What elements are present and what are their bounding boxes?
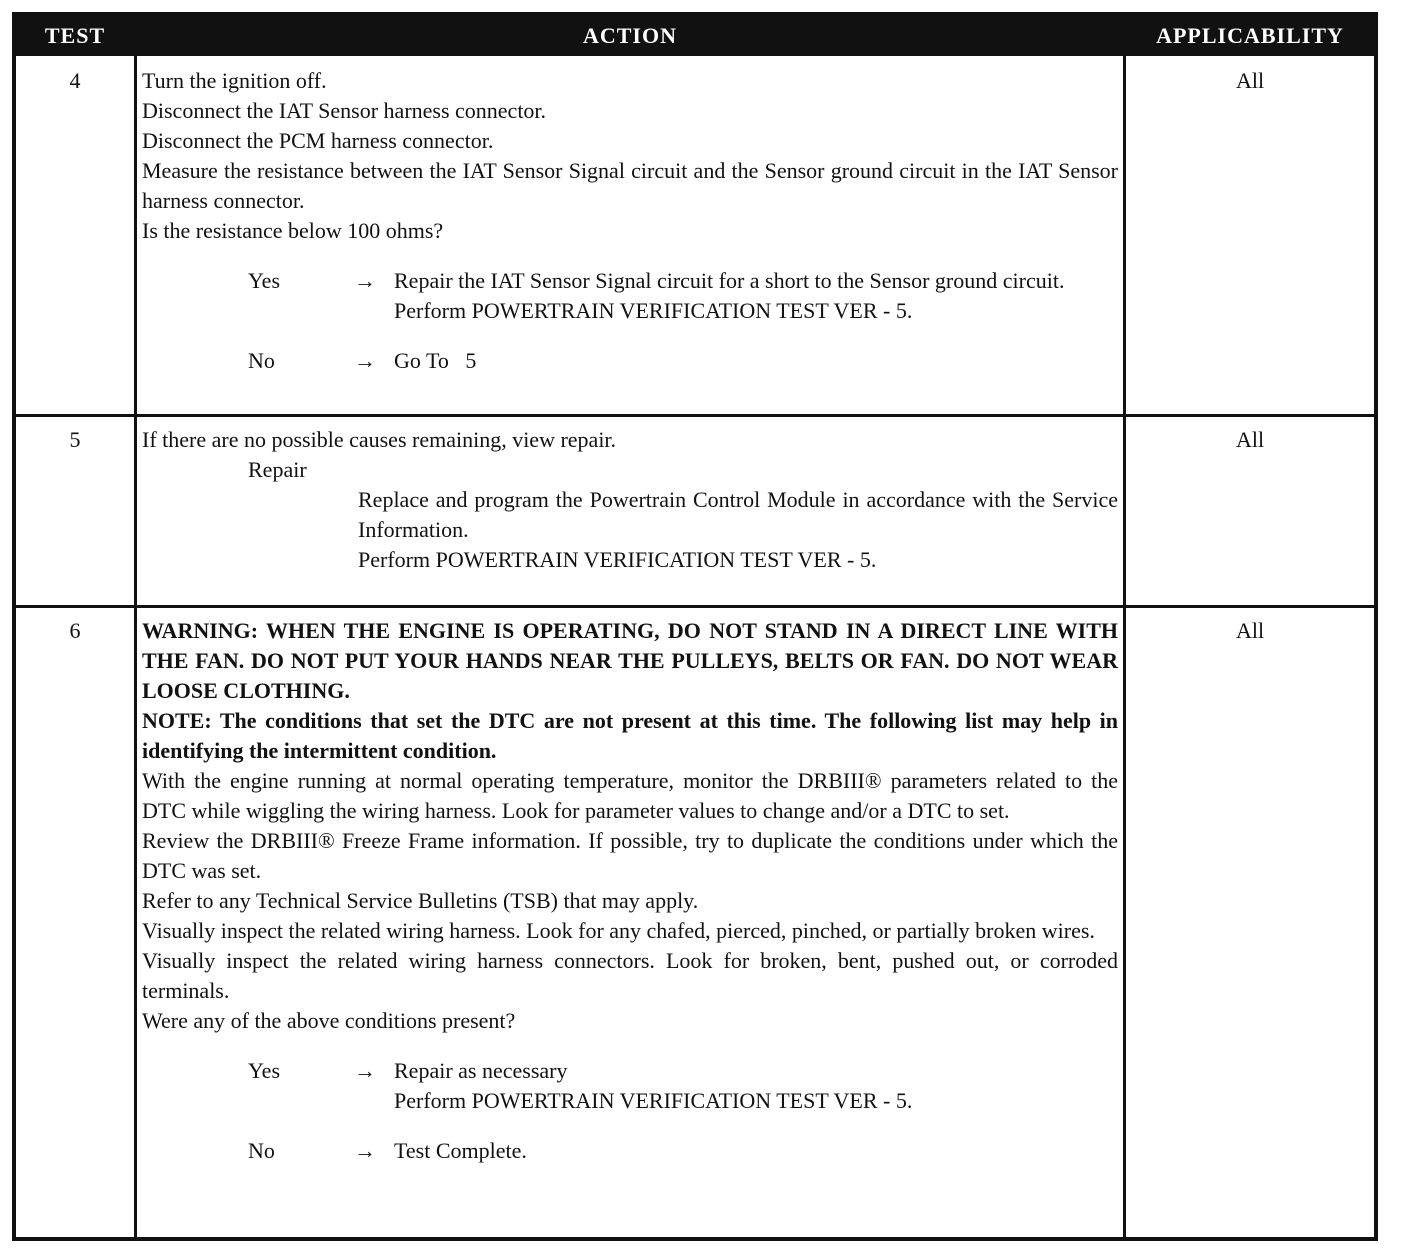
table-row bbox=[16, 605, 1374, 1240]
warning-text: WARNING: WHEN THE ENGINE IS OPERATING, DO NOT STAND IN A DIRECT LINE WITH THE FAN. DO NOT PUT YOUR HANDS NEAR THE PULLEYS, BELTS OR FAN. DO NOT WEAR LOOSE CLOTHING. bbox=[142, 618, 1118, 703]
no-label: No bbox=[248, 348, 275, 373]
diagnostic-table bbox=[12, 12, 1378, 1241]
test-number: 4 bbox=[69, 68, 81, 93]
table-header bbox=[16, 16, 1374, 56]
yes-branch bbox=[142, 1056, 1118, 1116]
verification-step: Perform POWERTRAIN VERIFICATION TEST VER - 5. bbox=[394, 1088, 913, 1113]
verification-step: Perform POWERTRAIN VERIFICATION TEST VER - 5. bbox=[358, 547, 877, 572]
verification-step: Perform POWERTRAIN VERIFICATION TEST VER - 5. bbox=[394, 298, 913, 323]
applicability-value: All bbox=[1235, 427, 1265, 452]
step-line: Visually inspect the related wiring harness connectors. Look for broken, bent, pushed out, or corroded terminals. bbox=[142, 948, 1118, 1003]
note-text: NOTE: The conditions that set the DTC are not present at this time. The following list may help in identifying the intermittent condition. bbox=[142, 708, 1118, 763]
yes-action: Repair as necessary bbox=[394, 1058, 568, 1083]
yes-label: Yes bbox=[248, 268, 281, 293]
header-applicability: APPLICABILITY bbox=[1156, 23, 1344, 48]
repair-action: Replace and program the Powertrain Control Module in accordance with the Service Information. bbox=[358, 487, 1118, 542]
test-number: 6 bbox=[69, 618, 81, 643]
no-action: Test Complete. bbox=[394, 1138, 527, 1163]
action-text bbox=[142, 66, 1118, 376]
step-line: Disconnect the PCM harness connector. bbox=[142, 128, 494, 153]
action-text bbox=[142, 425, 1118, 575]
step-line: Is the resistance below 100 ohms? bbox=[142, 218, 444, 243]
header-test: TEST bbox=[44, 23, 106, 48]
no-action: Go To 5 bbox=[394, 348, 477, 373]
yes-branch bbox=[142, 266, 1118, 326]
yes-action: Repair the IAT Sensor Signal circuit for a short to the Sensor ground circuit. bbox=[394, 268, 1065, 293]
arrow-icon: → bbox=[354, 1138, 376, 1163]
step-line: Were any of the above conditions present? bbox=[142, 1008, 516, 1033]
step-line: Refer to any Technical Service Bulletins (TSB) that may apply. bbox=[142, 888, 699, 913]
step-line: Turn the ignition off. bbox=[142, 68, 327, 93]
arrow-icon: → bbox=[354, 348, 376, 373]
step-line: Disconnect the IAT Sensor harness connector. bbox=[142, 98, 547, 123]
step-line: Visually inspect the related wiring harness. Look for any chafed, pierced, pinched, or partially broken wires. bbox=[142, 918, 1095, 943]
step-line: With the engine running at normal operating temperature, monitor the DRBIII® parameters related to the DTC while wiggling the wiring harness. Look for parameter values to change and/or a DTC to set. bbox=[142, 768, 1118, 823]
arrow-icon: → bbox=[354, 268, 376, 293]
table-row bbox=[16, 56, 1374, 414]
action-text bbox=[142, 616, 1118, 1166]
applicability-value: All bbox=[1235, 68, 1265, 93]
step-line: Review the DRBIII® Freeze Frame information. If possible, try to duplicate the conditions under which the DTC was set. bbox=[142, 828, 1118, 883]
step-line: If there are no possible causes remaining, view repair. bbox=[142, 427, 617, 452]
no-label: No bbox=[248, 1138, 275, 1163]
no-branch bbox=[142, 1136, 1118, 1166]
repair-label: Repair bbox=[248, 457, 307, 482]
step-line: Measure the resistance between the IAT Sensor Signal circuit and the Sensor ground circuit in the IAT Sensor harness connector. bbox=[142, 158, 1118, 213]
header-action: ACTION bbox=[582, 23, 677, 48]
yes-label: Yes bbox=[248, 1058, 281, 1083]
no-branch bbox=[142, 346, 1118, 376]
applicability-value: All bbox=[1235, 618, 1265, 643]
test-number: 5 bbox=[69, 427, 81, 452]
arrow-icon: → bbox=[354, 1058, 376, 1083]
table-row bbox=[16, 414, 1374, 608]
